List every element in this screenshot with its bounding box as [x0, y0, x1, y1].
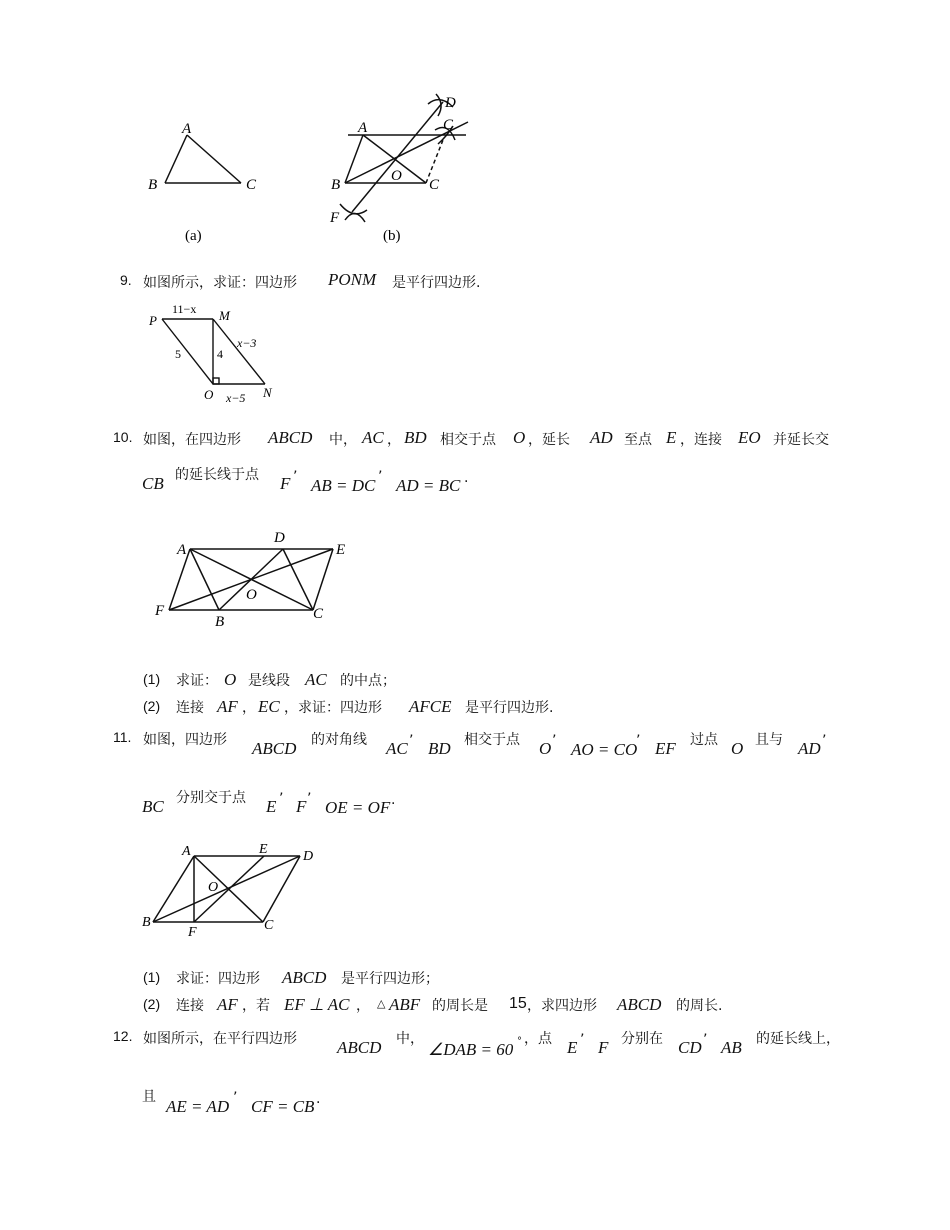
q11-text: ’ [822, 733, 827, 749]
fig8b-point-c: C [429, 177, 440, 193]
q10-part-2-text: ，求证：四边形 [284, 700, 382, 716]
q12-text: . [316, 1091, 321, 1107]
figure-9 [140, 298, 290, 408]
q11-text: ’ [552, 733, 557, 749]
q12-text: 且 [142, 1089, 156, 1105]
fig8b-point-d: C [443, 117, 454, 133]
q10-part-2-number: (2) [143, 698, 161, 714]
q10-text: 的延长线于点 [175, 467, 259, 483]
q10-text: 至点 [624, 432, 652, 448]
fig11-point-d: D [303, 849, 314, 864]
q11-part-2-text: ，求四边形 [527, 998, 597, 1014]
q10-math: AB = DC [311, 476, 376, 495]
q10-text: ’ [293, 469, 298, 485]
figure-8b-construction [340, 94, 468, 222]
q11-part-2-number-15: 15 [509, 995, 527, 1012]
q11-math: F [296, 797, 307, 816]
q10-math: ABCD [268, 428, 313, 447]
fig8b-point-b: B [331, 177, 341, 193]
q10-math: F [280, 474, 291, 493]
q10-text: 中， [329, 432, 357, 448]
q9-math-ponm: PONM [328, 270, 377, 289]
q11-text: ’ [409, 733, 414, 749]
q12-math: F [598, 1038, 609, 1057]
q11-math: O [731, 739, 744, 758]
q11-part-2-text: 的周长. [676, 998, 723, 1014]
fig9-label-bottom: x−5 [226, 391, 246, 405]
q11-text: 如图，四边形 [143, 732, 227, 748]
fig11-point-c: C [264, 918, 274, 933]
fig9-label-top: 11−x [172, 302, 197, 316]
q11-math: BC [142, 797, 164, 816]
q12-math: ABCD [337, 1038, 382, 1057]
q12-text: 的延长线上， [756, 1031, 840, 1047]
q12-text: 分别在 [621, 1031, 663, 1047]
fig10-point-b: B [215, 614, 225, 630]
q11-math: ABCD [252, 739, 297, 758]
fig9-label-right: x−3 [237, 336, 257, 350]
q10-math: AD [590, 428, 613, 447]
q10-part-1-number: (1) [143, 671, 161, 687]
q11-math: OE = OF [325, 798, 391, 817]
q12-math: ∠DAB = 60 [428, 1040, 514, 1059]
q11-math: E [266, 797, 277, 816]
q12-text: ’ [233, 1090, 238, 1106]
q11-number: 11. [113, 729, 132, 745]
q10-part-1-text: 求证： [176, 673, 218, 689]
fig9-point-o: O [204, 387, 214, 402]
q12-text: 如图所示，在平行四边形 [143, 1031, 297, 1047]
q10-part-1-text: 是线段 [248, 673, 290, 689]
q10-part-2-text: 是平行四边形. [465, 700, 554, 716]
q9-text-2: 是平行四边形. [392, 275, 481, 291]
fig8b-point-e: D [445, 95, 456, 111]
figure-8 [135, 82, 480, 250]
fig8a-point-a: A [182, 121, 192, 137]
q9-text-1: 如图所示，求证：四边形 [143, 275, 297, 291]
q11-part-2-math: ABF [389, 995, 421, 1014]
q11-part-2-text: 的周长是 [432, 998, 488, 1014]
q11-text: 相交于点 [464, 732, 520, 748]
q9-number: 9. [120, 272, 132, 288]
fig11-point-o: O [208, 880, 219, 895]
q10-text: 相交于点 [440, 432, 496, 448]
fig8a-caption: (a) [185, 228, 202, 244]
fig9-point-m: M [219, 308, 230, 323]
q10-part-1-math: AC [305, 670, 327, 689]
fig8b-caption: (b) [383, 228, 401, 244]
fig8b-point-o: O [391, 168, 402, 184]
q11-part-2-math: AF [217, 995, 238, 1014]
fig10-point-e: E [336, 542, 346, 558]
q11-text: 过点 [690, 732, 718, 748]
fig10-point-a: A [177, 542, 187, 558]
q11-text: 且与 [755, 732, 783, 748]
q11-math: BD [428, 739, 451, 758]
q11-part-1-number: (1) [143, 969, 161, 985]
q11-part-2-text: ，若 [242, 998, 270, 1014]
q11-part-1-text: 是平行四边形； [341, 971, 439, 987]
q12-text: ’ [580, 1032, 585, 1048]
q11-math: AD [798, 739, 821, 758]
q10-text: 并延长交 [773, 432, 829, 448]
q11-text: ’ [279, 791, 284, 807]
q11-math: AC [386, 739, 408, 758]
fig8b-point-a: A [358, 120, 368, 136]
fig9-label-mid: 4 [217, 347, 223, 361]
q10-text: ，连接 [680, 432, 722, 448]
q11-math: AO = CO [571, 740, 638, 759]
q10-math: AC [362, 428, 384, 447]
q11-part-1-text: 求证：四边形 [176, 971, 260, 987]
q12-math: E [567, 1038, 578, 1057]
q11-math: EF [655, 739, 676, 758]
q10-math: O [513, 428, 526, 447]
q10-math: AD = BC [396, 476, 461, 495]
q10-math: EO [738, 428, 761, 447]
fig10-point-f: F [155, 603, 165, 619]
q11-part-2-math: EF ⊥ AC [284, 995, 350, 1014]
q11-part-2-triangle: △ [377, 997, 386, 1010]
fig9-label-left: 5 [175, 347, 181, 361]
q10-text: . [464, 470, 469, 486]
q11-math: O [539, 739, 552, 758]
q10-text: 如图，在四边形 [143, 432, 241, 448]
figure-10 [140, 522, 365, 634]
q11-part-2-text: ， [356, 998, 370, 1014]
q10-text: ’ [378, 469, 383, 485]
fig10-point-o: O [246, 587, 257, 603]
q12-text: ’ [703, 1032, 708, 1048]
q10-part-2-math: AF [217, 697, 238, 716]
q12-math: CF = CB [251, 1097, 315, 1116]
q11-text: ’ [636, 733, 641, 749]
fig8b-point-f: F [330, 210, 340, 226]
q12-degree: ° [517, 1036, 522, 1047]
q12-math: AE = AD [166, 1097, 230, 1116]
q11-part-2-text: 连接 [176, 998, 204, 1014]
q11-part-1-math: ABCD [282, 968, 327, 987]
figure-8a-triangle [165, 135, 241, 183]
fig11-point-f: F [188, 925, 197, 938]
q11-part-2-number: (2) [143, 996, 161, 1012]
fig10-point-d: D [274, 530, 285, 546]
fig11-point-a: A [182, 844, 191, 859]
q11-part-2-math: ABCD [617, 995, 662, 1014]
q12-math: AB [721, 1038, 742, 1057]
fig10-point-c: C [313, 606, 324, 622]
q11-text: . [391, 792, 396, 808]
q10-part-2-text: 连接 [176, 700, 204, 716]
q12-text: ，点 [524, 1031, 552, 1047]
q10-math: E [666, 428, 677, 447]
q10-part-2-text: ， [242, 700, 256, 716]
q10-part-2-math: AFCE [409, 697, 452, 716]
q12-number: 12. [113, 1028, 133, 1044]
q10-math: CB [142, 474, 164, 493]
fig8a-point-b: B [148, 177, 158, 193]
q10-part-2-math: EC [258, 697, 280, 716]
q11-text: 分别交于点 [176, 790, 246, 806]
fig11-point-e: E [259, 842, 268, 857]
q10-math: BD [404, 428, 427, 447]
fig9-point-n: N [263, 385, 272, 400]
fig9-point-p: P [149, 313, 157, 328]
q11-text: ’ [307, 791, 312, 807]
q12-text: 中， [396, 1031, 424, 1047]
q10-number: 10. [113, 429, 133, 445]
q10-text: ，延长 [528, 432, 570, 448]
q12-math: CD [678, 1038, 702, 1057]
q10-part-1-math: O [224, 670, 237, 689]
fig11-point-b: B [142, 915, 151, 930]
figure-11 [140, 838, 330, 938]
q10-text: ， [387, 432, 401, 448]
q10-part-1-text: 的中点； [340, 673, 396, 689]
q11-text: 的对角线 [311, 732, 367, 748]
fig8a-point-c: C [246, 177, 257, 193]
